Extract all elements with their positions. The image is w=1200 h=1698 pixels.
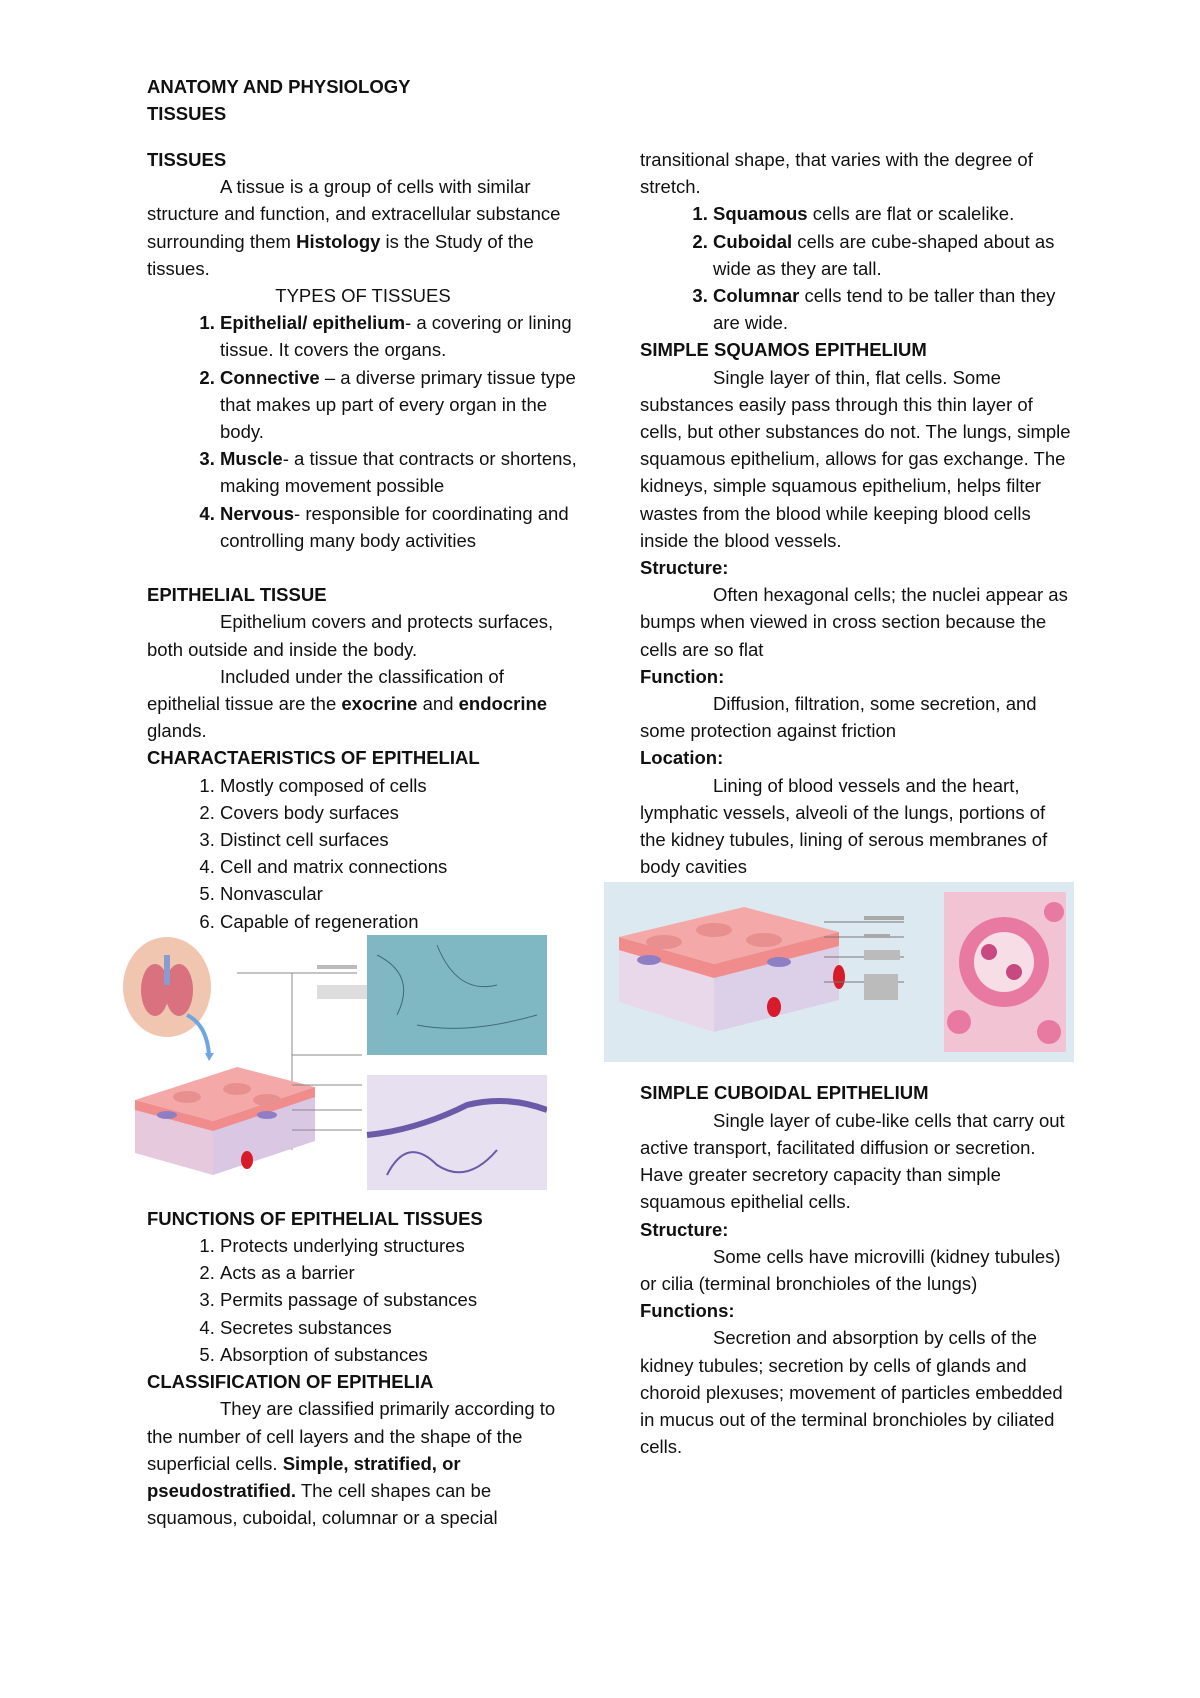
right-column xyxy=(640,146,1072,1460)
squamous-structure-label: Structure: xyxy=(640,557,729,579)
types-list xyxy=(147,309,579,554)
list-item: 1. Protects underlying structures xyxy=(220,1232,579,1259)
classification-heading: CLASSIFICATION OF EPITHELIA xyxy=(147,1371,434,1393)
list-item: 4. Secretes substances xyxy=(220,1314,579,1341)
list-item: 2. Acts as a barrier xyxy=(220,1259,579,1286)
list-item: 3. Distinct cell surfaces xyxy=(220,826,579,853)
course-title: ANATOMY AND PHYSIOLOGY xyxy=(147,76,411,97)
continued-paragraph: transitional shape, that varies with the degree of stretch. xyxy=(640,149,1033,198)
squamous-location-label: Location: xyxy=(640,747,724,769)
epithelial-paragraph-1: Epithelium covers and protects surfaces, both outside and inside the body. xyxy=(147,611,554,660)
list-item: 1. Squamous cells are flat or scalelike. xyxy=(713,200,1072,227)
list-item: 4. Cell and matrix connections xyxy=(220,853,579,880)
list-item: 3. Permits passage of substances xyxy=(220,1286,579,1313)
list-item: 2. Cuboidal cells are cube-shaped about as wide as they are tall. xyxy=(713,228,1072,282)
epithelium-diagram-image xyxy=(117,935,547,1205)
tissues-heading: TISSUES xyxy=(147,149,227,170)
list-item: 2. Covers body surfaces xyxy=(220,799,579,826)
cuboidal-structure-label: Structure: xyxy=(640,1218,729,1240)
squamous-intro: Single layer of thin, flat cells. Some substances easily pass through this thin layer of cells, but other substances do not. The lungs, simple squamous epithelium, allows for gas exchange. The kidneys, simple squamous epithelium, helps filter wastes from the blood while keeping blood cells inside the blood vessels. xyxy=(640,366,1071,551)
cuboidal-functions-label: Functions: xyxy=(640,1300,735,1322)
types-heading: TYPES OF TISSUES xyxy=(275,285,451,307)
list-item: 3. Muscle- a tissue that contracts or shortens, making movement possible xyxy=(220,445,579,499)
epithelial-paragraph-2: Included under the classification of epithelial tissue are the exocrine and endocrine glands. xyxy=(147,665,548,742)
cuboidal-heading: SIMPLE CUBOIDAL EPITHELIUM xyxy=(640,1082,929,1104)
list-item: 6. Capable of regeneration xyxy=(220,908,579,935)
simple-squamous-lung-figure xyxy=(117,935,549,1205)
cuboidal-functions: Secretion and absorption by cells of the kidney tubules; secretion by cells of glands and choroid plexuses; movement of particles embedded in mucus out of the terminal bronchioles by ciliated cells. xyxy=(640,1327,1063,1458)
cell-shapes-list xyxy=(640,200,1072,336)
left-column xyxy=(147,146,579,1531)
squamous-heading: SIMPLE SQUAMOS EPITHELIUM xyxy=(640,339,927,361)
epithelial-heading: EPITHELIAL TISSUE xyxy=(147,584,327,606)
classification-paragraph: They are classified primarily according to the number of cell layers and the shape of the superficial cells. Simple, stratified, or pseudostratified. The cell shapes can be squamous, cuboidal, columnar or a special xyxy=(147,1398,556,1529)
squamous-function: Diffusion, filtration, some secretion, and some protection against friction xyxy=(640,693,1037,742)
list-item: 1. Epithelial/ epithelium- a covering or lining tissue. It covers the organs. xyxy=(220,309,579,363)
functions-heading: FUNCTIONS OF EPITHELIAL TISSUES xyxy=(147,1207,483,1229)
kidney-epithelium-image xyxy=(604,882,1074,1062)
functions-list xyxy=(147,1232,579,1368)
document-header xyxy=(147,73,647,127)
simple-squamous-kidney-figure xyxy=(604,882,1036,1067)
characteristics-heading: CHARACTAERISTICS OF EPITHELIAL xyxy=(147,747,480,769)
squamous-location: Lining of blood vessels and the heart, lymphatic vessels, alveoli of the lungs, portions of the kidney tubules, lining of serous membranes of body cavities xyxy=(640,774,1048,878)
list-item: 2. Connective – a diverse primary tissue type that makes up part of every organ in the body. xyxy=(220,364,579,446)
list-item: 5. Nonvascular xyxy=(220,880,579,907)
cuboidal-structure: Some cells have microvilli (kidney tubules) or cilia (terminal bronchioles of the lungs) xyxy=(640,1245,1061,1294)
squamous-structure: Often hexagonal cells; the nuclei appear as bumps when viewed in cross section because the cells are so flat xyxy=(640,584,1068,660)
squamous-function-label: Function: xyxy=(640,665,725,687)
tissues-intro: A tissue is a group of cells with similar structure and function, and extracellular substance surrounding them Histology is the Study of the tissues. xyxy=(147,176,561,279)
characteristics-list xyxy=(147,772,579,935)
list-item: 4. Nervous- responsible for coordinating and controlling many body activities xyxy=(220,500,579,554)
list-item: 3. Columnar cells tend to be taller than they are wide. xyxy=(713,282,1072,336)
list-item: 1. Mostly composed of cells xyxy=(220,772,579,799)
topic-title: TISSUES xyxy=(147,103,227,125)
list-item: 5. Absorption of substances xyxy=(220,1341,579,1368)
cuboidal-intro: Single layer of cube-like cells that carry out active transport, facilitated diffusion or secretion. Have greater secretory capacity than simple squamous epithelial cells. xyxy=(640,1109,1065,1213)
